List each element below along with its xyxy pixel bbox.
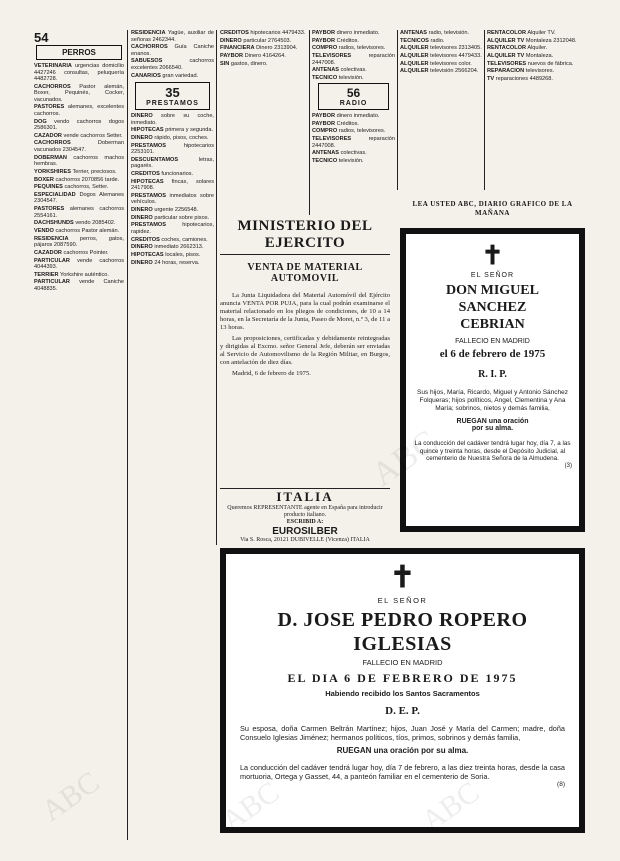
section-header-prestamos <box>135 82 210 110</box>
classified-entry <box>220 61 307 68</box>
obit-ref: (3) <box>564 462 572 469</box>
obit-rip: R. I. P. <box>478 369 507 380</box>
classified-entry <box>34 228 124 235</box>
classified-text: nuevos de fábrica. <box>527 60 574 67</box>
obit-death-place: FALLECIO EN MADRID <box>455 338 530 345</box>
classified-entry <box>131 207 214 214</box>
classified-keyword: DOG <box>34 118 47 125</box>
ministry-paragraph: Madrid, 6 de febrero de 1975. <box>232 370 311 377</box>
classified-keyword: SIN <box>220 60 230 67</box>
classified-keyword: TECNICO <box>312 74 338 80</box>
classified-keyword: VETERINARIA <box>34 63 72 69</box>
classified-text: Montaleza 2312048. <box>525 37 577 44</box>
section-number: 35 <box>165 85 180 101</box>
classified-text: Doberman vacunados 2304547. <box>34 140 124 153</box>
ministry-title: MINISTERIO DEL EJERCITO <box>220 218 390 255</box>
classified-keyword: ALQUILER TV <box>487 53 525 60</box>
classified-keyword: CACHORROS <box>131 44 168 51</box>
classified-text: reparación 2447008. <box>312 53 395 66</box>
classified-text: Alquiler. <box>527 45 548 52</box>
classifieds-column-3 <box>220 30 307 215</box>
classified-text: televisores. <box>525 68 555 75</box>
classified-keyword: PEQUINES <box>34 184 63 191</box>
classified-entry <box>34 206 124 219</box>
classified-text: reparación 2447008. <box>312 136 395 149</box>
classified-list <box>400 30 482 75</box>
classified-text: radios, televisores. <box>338 45 386 52</box>
classified-keyword: ANTENAS <box>312 150 340 157</box>
classified-text: Montaleza. <box>525 53 554 60</box>
classified-text: Dinero 4164264. <box>244 53 286 60</box>
classified-entry <box>34 192 124 205</box>
classified-keyword: CREDITOS <box>131 171 160 177</box>
classified-keyword: PAYBOR <box>312 113 336 119</box>
classified-keyword: TELEVISORES <box>312 53 352 60</box>
classified-entry <box>34 84 124 104</box>
classified-entry <box>400 38 482 45</box>
classified-entry <box>34 140 124 153</box>
classified-entry <box>131 44 214 57</box>
classified-keyword: DINERO <box>131 214 153 221</box>
classified-entry <box>487 76 585 83</box>
classified-keyword: COMPRO <box>312 45 338 52</box>
classified-text: perros, gatos, pájaros 2087590. <box>34 235 124 249</box>
classified-keyword: CREDITOS <box>220 30 249 36</box>
obit-date: EL DIA 6 DE FEBRERO DE 1975 <box>287 671 518 685</box>
classified-keyword: HIPOTECAS <box>131 252 164 258</box>
classified-entry <box>312 75 395 80</box>
classified-keyword: DESCUENTAMOS <box>131 156 179 163</box>
obit-request: RUEGAN una oración por su alma. <box>336 746 469 755</box>
obit-date: el 6 de febrero de 1975 <box>439 348 546 360</box>
column-rule <box>484 30 485 190</box>
italia-line2: ESCRIBID A: <box>286 519 324 525</box>
ministry-paragraph: Las proposiciones, certificadas y debidamente reintegradas y dirigidas al Excmo. señor General Jefe, deberán ser enviadas al Servicio de Automovilismo de la Región Militar, en Burgos, con antelación de diez días. <box>220 335 390 366</box>
classified-list <box>312 113 395 164</box>
classified-text: televisión. <box>338 74 364 80</box>
classified-entry <box>131 135 214 142</box>
classified-entry <box>131 252 214 259</box>
classified-entry <box>131 58 214 71</box>
classified-text: Créditos. <box>336 120 359 127</box>
classified-keyword: PAYBOR <box>220 53 244 60</box>
classified-entry <box>34 177 124 184</box>
classified-text: radio, televisión. <box>428 30 470 36</box>
italia-address: Via S. Rosca, 20121 DUBIVELLE (Vicenza) ITALIA <box>240 537 370 543</box>
classified-text: particular 2764503. <box>243 37 292 44</box>
column-rule <box>397 30 398 190</box>
classified-keyword: HIPOTECAS <box>131 178 164 185</box>
italia-title: ITALIA <box>276 489 334 504</box>
section-header-radio <box>318 83 389 110</box>
classified-text: urgencias domicilio 4427246 consultas, peluquería 4482728. <box>34 63 124 82</box>
classified-list <box>487 30 585 83</box>
classified-text: televisión. <box>338 157 364 164</box>
classified-keyword: PAYBOR <box>312 30 336 36</box>
classified-text: letras, pagarés. <box>131 156 214 170</box>
classified-keyword: CAZADOR <box>34 249 62 256</box>
classified-entry <box>220 30 307 37</box>
classified-keyword: TECNICO <box>312 157 338 164</box>
classified-keyword: CACHORROS <box>34 83 71 90</box>
classified-text: cachorros 2070856 tarde. <box>55 176 120 183</box>
classified-entry <box>34 119 124 132</box>
abc-notice: LEA USTED ABC, DIARIO GRAFICO DE LA MAÑANA <box>412 200 573 217</box>
classified-keyword: DACHSHUNDS <box>34 220 74 227</box>
watermark: ABC <box>35 765 106 828</box>
cross-icon: ✝ <box>481 241 504 271</box>
classified-entry <box>131 143 214 156</box>
classified-entry <box>487 61 585 68</box>
classified-list <box>131 113 214 266</box>
classified-text: cachorros, Setter. <box>64 184 109 191</box>
classified-text: 24 horas, reserva. <box>154 259 200 266</box>
classified-text: rápido, pisos, coches. <box>154 134 209 141</box>
classified-keyword: RESIDENCIA <box>131 30 166 36</box>
classified-entry <box>220 53 307 60</box>
classified-entry <box>487 38 585 45</box>
classified-text: cachorros Pointer. <box>63 249 109 256</box>
section-title: RADIO <box>339 100 368 107</box>
classifieds-column-6 <box>487 30 585 190</box>
classified-keyword: PRESTAMOS <box>131 222 167 229</box>
section-header-perros: PERROS <box>36 45 122 60</box>
obituary-sanchez-cebrian <box>400 228 585 532</box>
classified-entry <box>34 272 124 279</box>
classified-text: inmediato 2662313. <box>154 244 204 251</box>
ministry-subtitle: VENTA DE MATERIAL AUTOMOVIL <box>247 262 363 284</box>
classified-keyword: DINERO <box>131 244 153 251</box>
classified-keyword: BOXER <box>34 176 54 183</box>
cross-icon: ✝ <box>389 560 416 595</box>
classified-keyword: DINERO <box>131 207 153 214</box>
classified-keyword: SABUESOS <box>131 58 163 65</box>
classified-keyword: ALQUILER <box>400 45 429 52</box>
classified-entry <box>131 244 214 251</box>
classified-keyword: PAYBOR <box>312 37 336 44</box>
classified-text: vende cachorros Setter. <box>63 132 123 139</box>
classified-text: sobre su coche, inmediato. <box>131 113 214 126</box>
classified-keyword: PARTICULAR <box>34 257 70 264</box>
classified-text: televisores 2313405. <box>430 45 482 52</box>
classified-entry <box>312 45 395 52</box>
classified-entry <box>400 61 482 68</box>
classified-entry <box>131 30 214 43</box>
classified-list <box>220 30 307 67</box>
classified-entry <box>487 53 585 60</box>
classified-keyword: TERRIER <box>34 271 59 278</box>
classified-text: hipotecarios, rapidez. <box>131 222 214 235</box>
classified-text: Dogos Alemanes 2304547. <box>34 191 124 205</box>
classified-text: Alquiler TV. <box>527 30 556 36</box>
classified-keyword: TELEVISORES <box>487 60 527 67</box>
column-rule <box>127 30 128 840</box>
classified-entry <box>34 250 124 257</box>
obit-name: D. JOSE PEDRO ROPERO IGLESIAS <box>277 609 528 655</box>
classified-entry <box>312 136 395 149</box>
classified-keyword: DOBERMAN <box>34 154 67 161</box>
classified-text: hipotecarios 2253101. <box>131 142 214 156</box>
classified-keyword: ESPECIALIDAD <box>34 191 76 198</box>
classified-keyword: ANTENAS <box>400 30 428 36</box>
classified-keyword: ALQUILER <box>400 68 429 75</box>
classified-entry <box>312 150 395 157</box>
classified-text: vende Caniche 4048835. <box>34 279 124 292</box>
classified-entry <box>34 279 124 292</box>
classifieds-column-4 <box>312 30 395 215</box>
classified-keyword: PARTICULAR <box>34 279 70 286</box>
column-rule <box>216 30 217 545</box>
classified-entry <box>487 45 585 52</box>
watermark: ABC <box>365 423 444 494</box>
classified-text: radio. <box>430 37 445 44</box>
classified-text: Dinero 2313904. <box>256 45 298 52</box>
classified-entry <box>312 128 395 135</box>
classified-keyword: TV <box>487 76 495 83</box>
column-rule <box>309 30 310 215</box>
classified-entry <box>220 45 307 52</box>
classified-text: Terrier, preciosos. <box>72 168 117 175</box>
obit-family: Sus hijos, María, Ricardo, Miguel y Antonio Sánchez Folqueras; hijos políticos, Angel, Clementina y Ana María; sobrinos, nietos y demás familia, <box>416 389 569 412</box>
obit-death-place: FALLECIO EN MADRID <box>362 658 443 667</box>
classified-entry <box>312 38 395 45</box>
classified-keyword: TECNICOS <box>400 37 429 44</box>
classified-entry <box>34 220 124 227</box>
classified-text: colectivas. <box>340 150 367 157</box>
classified-entry <box>400 30 482 37</box>
obit-funeral: La conducción del cadáver tendrá lugar hoy, día 7 de febrero, a las diez treinta horas, desde la casa mortuoria, Ortega y Gasset, 44, a panteón familiar en el cementerio de Soria. <box>240 763 565 781</box>
classified-entry <box>34 236 124 249</box>
classified-entry <box>131 260 214 267</box>
classified-keyword: FINANCIERA <box>220 45 255 52</box>
classified-text: cachorros Pastor alemán. <box>55 227 120 234</box>
watermark: ABC <box>215 775 286 838</box>
italia-ad <box>220 488 390 541</box>
classified-entry <box>487 30 585 37</box>
obit-request-line2: por su alma. <box>471 425 514 432</box>
classified-text: gastos, dinero. <box>230 60 268 67</box>
classified-entry <box>131 193 214 206</box>
classified-entry <box>131 113 214 126</box>
classified-entry <box>312 158 395 165</box>
classified-entry <box>220 38 307 45</box>
classified-entry <box>400 53 482 60</box>
ministry-paragraph: La Junta Liquidadora del Material Automóvil del Ejército anuncia VENTA POR PUJA, para la cual podrán examinarse el material relacionado en los pliegos de condiciones, de 10 a 14 horas, en la Secretaría de la Junta, Paseo de Moret, n.º 3, de 11 a 13 horas. <box>220 292 390 331</box>
classified-keyword: DINERO <box>131 259 153 266</box>
classified-keyword: YORKSHIRES <box>34 168 71 175</box>
classified-keyword: PASTORES <box>34 104 65 111</box>
classified-text: cachorros excelentes 2066540. <box>131 58 214 71</box>
classified-entry <box>400 68 482 75</box>
obit-sacraments: Habiendo recibido los Santos Sacramentos <box>325 689 480 698</box>
obit-name-line2: CEBRIAN <box>460 317 525 332</box>
classifieds-column-2 <box>131 30 214 545</box>
classified-keyword: DINERO <box>131 134 153 141</box>
classified-entry <box>131 179 214 192</box>
classified-keyword: DINERO <box>220 37 242 44</box>
classified-keyword: VENDO <box>34 227 54 234</box>
section-number: 56 <box>346 86 361 100</box>
classified-text: Pastor alemán, Boxer, Pequinés, Cocker, vacunados. <box>34 83 124 103</box>
classified-text: gran variedad. <box>162 72 199 79</box>
classified-text: urgente 2256548. <box>154 207 199 214</box>
classified-text: funcionarios. <box>161 171 194 177</box>
classified-text: inmediatos sobre vehículos. <box>131 192 214 206</box>
classified-text: fincas, solares 2417908. <box>131 178 214 192</box>
obit-ref: (8) <box>557 781 565 788</box>
classified-entry <box>131 157 214 170</box>
classified-text: televisión 2566204. <box>430 68 479 75</box>
classified-entry <box>131 171 214 178</box>
classified-keyword: RENTACOLOR <box>487 45 527 52</box>
classified-keyword: RENTACOLOR <box>487 30 527 36</box>
classified-entry <box>34 155 124 168</box>
classified-keyword: COMPRO <box>312 128 338 135</box>
classified-keyword: CANARIOS <box>131 72 161 79</box>
classified-entry <box>34 63 124 83</box>
classified-text: locales, pisos. <box>165 252 201 258</box>
section-title: PRESTAMOS <box>146 100 199 108</box>
classified-keyword: PRESTAMOS <box>131 142 167 149</box>
obit-rip: D. E. P. <box>385 705 420 717</box>
classified-keyword: PAYBOR <box>312 120 336 127</box>
classified-list <box>312 30 395 80</box>
classified-entry <box>131 237 214 244</box>
classified-keyword: DINERO <box>131 113 153 120</box>
classified-keyword: ALQUILER <box>400 60 429 67</box>
classified-entry <box>312 121 395 128</box>
classified-text: vendo cachorros dogos 2586301. <box>34 118 124 132</box>
classified-text: vendo 2085402. <box>75 220 116 227</box>
classified-keyword: ANTENAS <box>312 67 340 74</box>
italia-company: EUROSILBER <box>272 526 338 537</box>
classified-entry <box>312 113 395 120</box>
classified-keyword: HIPOTECAS <box>131 127 164 134</box>
classified-keyword: CAZADOR <box>34 132 62 139</box>
italia-line1: Queremos REPRESENTANTE agente en España para introducir producto italiano. <box>227 505 383 518</box>
classified-keyword: CREDITOS <box>131 236 160 243</box>
classified-text: dinero inmediato. <box>336 113 380 119</box>
classified-text: dinero inmediato. <box>336 30 380 36</box>
classified-keyword: REPARACION <box>487 68 525 75</box>
classified-text: alemanes cachorros 2554161. <box>34 206 124 219</box>
ministry-notice <box>220 218 390 488</box>
classified-text: hipotecarios 4479433. <box>250 30 306 36</box>
obit-intro: EL SEÑOR <box>377 596 428 605</box>
classified-text: coches, camiones. <box>161 236 208 243</box>
obit-funeral: La conducción del cadáver tendrá lugar hoy, día 7, a las quince y treinta horas, desde el Depósito Judicial, al cementerio de Nuestra Señora de la Almudena. <box>414 440 571 462</box>
classified-entry <box>312 53 395 66</box>
classified-entry <box>131 222 214 235</box>
classified-entry <box>312 67 395 74</box>
classified-text: particular sobre pisos. <box>154 214 210 221</box>
classified-text: Yorkshire auténtico. <box>60 271 109 278</box>
classified-entry <box>400 45 482 52</box>
classified-text: colectivas. <box>340 67 367 74</box>
classified-entry <box>34 104 124 117</box>
obit-family: Su esposa, doña Carmen Beltrán Martínez; hijos, Juan José y María del Carmen; madre, doña Consuelo Iglesias Jiménez; hermanos políticos, tíos, primos, sobrinos y demás familia, <box>240 724 565 742</box>
classified-text: alemanes, excelentes cachorros. <box>34 104 124 117</box>
classified-entry <box>34 169 124 176</box>
classified-keyword: PRESTAMOS <box>131 192 167 199</box>
classifieds-column-1 <box>34 30 124 840</box>
classified-keyword: ALQUILER <box>400 53 429 60</box>
classified-keyword: PASTORES <box>34 206 65 213</box>
classified-entry <box>131 73 214 80</box>
classified-text: reparaciones 4489268. <box>495 76 553 83</box>
classified-text: televisores 4479433. <box>430 53 482 60</box>
classified-text: vende cachorros 4044393. <box>34 257 124 270</box>
classified-text: Yagüe, auxiliar de señoras 2462344. <box>131 30 214 43</box>
classified-entry <box>487 68 585 75</box>
obit-intro: EL SEÑOR <box>470 272 515 279</box>
classified-list <box>131 30 214 79</box>
obit-request-line1: RUEGAN una oración <box>456 418 529 425</box>
page-number: 54 <box>34 30 49 45</box>
classified-entry <box>34 133 124 140</box>
classified-text: Créditos. <box>336 37 359 44</box>
classified-keyword: ALQUILER TV <box>487 37 525 44</box>
classified-entry <box>34 258 124 271</box>
classified-list <box>34 63 124 292</box>
classified-entry <box>131 215 214 222</box>
classified-entry <box>312 30 395 37</box>
classified-entry <box>131 127 214 134</box>
classified-text: cachorros machos hembras. <box>34 154 124 168</box>
classified-keyword: RESIDENCIA <box>34 235 69 242</box>
classified-keyword: TELEVISORES <box>312 136 352 143</box>
classified-text: Guía Caniche enanos. <box>131 44 214 57</box>
classified-entry <box>34 184 124 191</box>
obit-name-line1: DON MIGUEL SANCHEZ <box>446 283 539 315</box>
classifieds-column-5 <box>400 30 482 190</box>
classified-text: radios, televisores. <box>338 128 386 135</box>
classified-keyword: CACHORROS <box>34 140 71 147</box>
classified-text: televisores color. <box>430 60 472 67</box>
classified-text: primera y segunda. <box>165 127 214 134</box>
watermark: ABC <box>415 775 486 838</box>
